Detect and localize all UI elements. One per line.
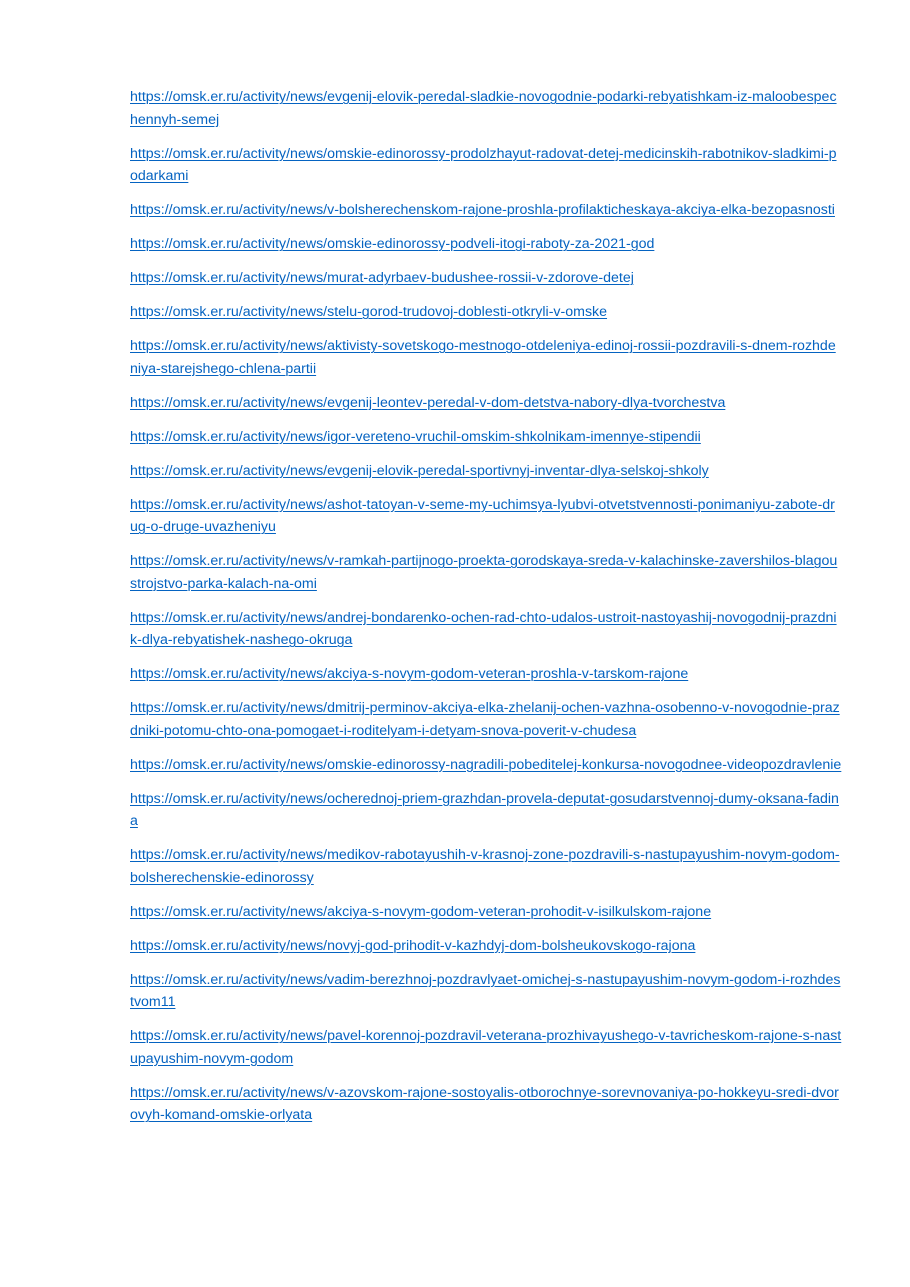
- news-link[interactable]: https://omsk.er.ru/activity/news/evgenij-elovik-peredal-sportivnyj-inventar-dlya-selskoj-shkoly: [130, 462, 709, 479]
- news-link[interactable]: https://omsk.er.ru/activity/news/igor-vereteno-vruchil-omskim-shkolnikam-imennye-stipendii: [130, 428, 701, 445]
- news-link[interactable]: https://omsk.er.ru/activity/news/vadim-berezhnoj-pozdravlyaet-omichej-s-nastupayushim-novym-godom-i-rozhdestvom11: [130, 971, 841, 1010]
- news-link-list: [130, 86, 842, 1138]
- news-link[interactable]: https://omsk.er.ru/activity/news/andrej-bondarenko-ochen-rad-chto-udalos-ustroit-nastoyashij-novogodnij-prazdnik-dlya-rebyatishek-nashego-okruga: [130, 609, 837, 648]
- news-link[interactable]: https://omsk.er.ru/activity/news/evgenij-elovik-peredal-sladkie-novogodnie-podarki-rebyatishkam-iz-maloobespechennyh-semej: [130, 89, 837, 128]
- news-link[interactable]: https://omsk.er.ru/activity/news/v-azovskom-rajone-sostoyalis-otborochnye-sorevnovaniya-po-hokkeyu-sredi-dvorovyh-komand-omskie-orlyata: [130, 1084, 839, 1123]
- news-link[interactable]: https://omsk.er.ru/activity/news/omskie-edinorossy-podveli-itogi-raboty-za-2021-god: [130, 236, 655, 252]
- list-item: [130, 233, 842, 256]
- list-item: [130, 788, 842, 833]
- list-item: [130, 494, 842, 539]
- list-item: [130, 1025, 842, 1070]
- news-link[interactable]: https://omsk.er.ru/activity/news/stelu-gorod-trudovoj-doblesti-otkryli-v-omske: [130, 304, 608, 320]
- news-link[interactable]: https://omsk.er.ru/activity/news/omskie-edinorossy-prodolzhayut-radovat-detej-medicinskih-rabotnikov-sladkimi-podarkami: [130, 145, 837, 184]
- list-item: [130, 392, 842, 415]
- news-link[interactable]: https://omsk.er.ru/activity/news/ocherednoj-priem-grazhdan-provela-deputat-gosudarstvennoj-dumy-oksana-fadina: [130, 790, 839, 829]
- list-item: [130, 426, 842, 449]
- news-link[interactable]: https://omsk.er.ru/activity/news/evgenij-leontev-peredal-v-dom-detstva-nabory-dlya-tvorchestva: [130, 394, 726, 411]
- news-link[interactable]: https://omsk.er.ru/activity/news/ashot-tatoyan-v-seme-my-uchimsya-lyubvi-otvetstvennosti-ponimaniyu-zabote-drug-o-druge-uvazheniyu: [130, 496, 835, 535]
- list-item: [130, 143, 842, 188]
- news-link[interactable]: https://omsk.er.ru/activity/news/dmitrij-perminov-akciya-elka-zhelanij-ochen-vazhna-osobenno-v-novogodnie-prazdniki-potomu-chto-ona-pomogaet-i-roditelyam-i-detyam-snova-poverit-v-chudesa: [130, 700, 840, 739]
- list-item: [130, 663, 842, 686]
- list-item: [130, 969, 842, 1014]
- list-item: [130, 697, 842, 742]
- news-link[interactable]: https://omsk.er.ru/activity/news/murat-adyrbaev-budushee-rossii-v-zdorove-detej: [130, 270, 634, 286]
- news-link[interactable]: https://omsk.er.ru/activity/news/medikov-rabotayushih-v-krasnoj-zone-pozdravili-s-nastupayushim-novym-godom-bolsherechenskie-edinorossy: [130, 847, 840, 886]
- list-item: [130, 86, 842, 131]
- list-item: [130, 1082, 842, 1127]
- list-item: [130, 901, 842, 924]
- list-item: [130, 935, 842, 958]
- list-item: [130, 460, 842, 483]
- news-link[interactable]: https://omsk.er.ru/activity/news/aktivisty-sovetskogo-mestnogo-otdeleniya-edinoj-rossii-pozdravili-s-dnem-rozhdeniya-starejshego-chlena-partii: [130, 338, 836, 377]
- list-item: [130, 754, 842, 777]
- list-item: [130, 267, 842, 290]
- news-link[interactable]: https://omsk.er.ru/activity/news/omskie-edinorossy-nagradili-pobeditelej-konkursa-novogodnee-videopozdravlenie: [130, 756, 842, 773]
- list-item: [130, 607, 842, 652]
- list-item: [130, 301, 842, 324]
- list-item: [130, 199, 842, 222]
- list-item: [130, 550, 842, 595]
- news-link[interactable]: https://omsk.er.ru/activity/news/novyj-god-prihodit-v-kazhdyj-dom-bolsheukovskogo-rajona: [130, 937, 696, 954]
- news-link[interactable]: https://omsk.er.ru/activity/news/v-bolsherechenskom-rajone-proshla-profilakticheskaya-akciya-elka-bezopasnosti: [130, 202, 835, 218]
- list-item: [130, 844, 842, 889]
- news-link[interactable]: https://omsk.er.ru/activity/news/akciya-s-novym-godom-veteran-prohodit-v-isilkulskom-rajone: [130, 903, 712, 920]
- news-link[interactable]: https://omsk.er.ru/activity/news/akciya-s-novym-godom-veteran-proshla-v-tarskom-rajone: [130, 666, 689, 682]
- news-link[interactable]: https://omsk.er.ru/activity/news/v-ramkah-partijnogo-proekta-gorodskaya-sreda-v-kalachinske-zavershilos-blagoustrojstvo-parka-kalach-na-omi: [130, 553, 838, 592]
- news-link[interactable]: https://omsk.er.ru/activity/news/pavel-korennoj-pozdravil-veterana-prozhivayushego-v-tavricheskom-rajone-s-nastupayushim-novym-godom: [130, 1028, 842, 1067]
- list-item: [130, 335, 842, 380]
